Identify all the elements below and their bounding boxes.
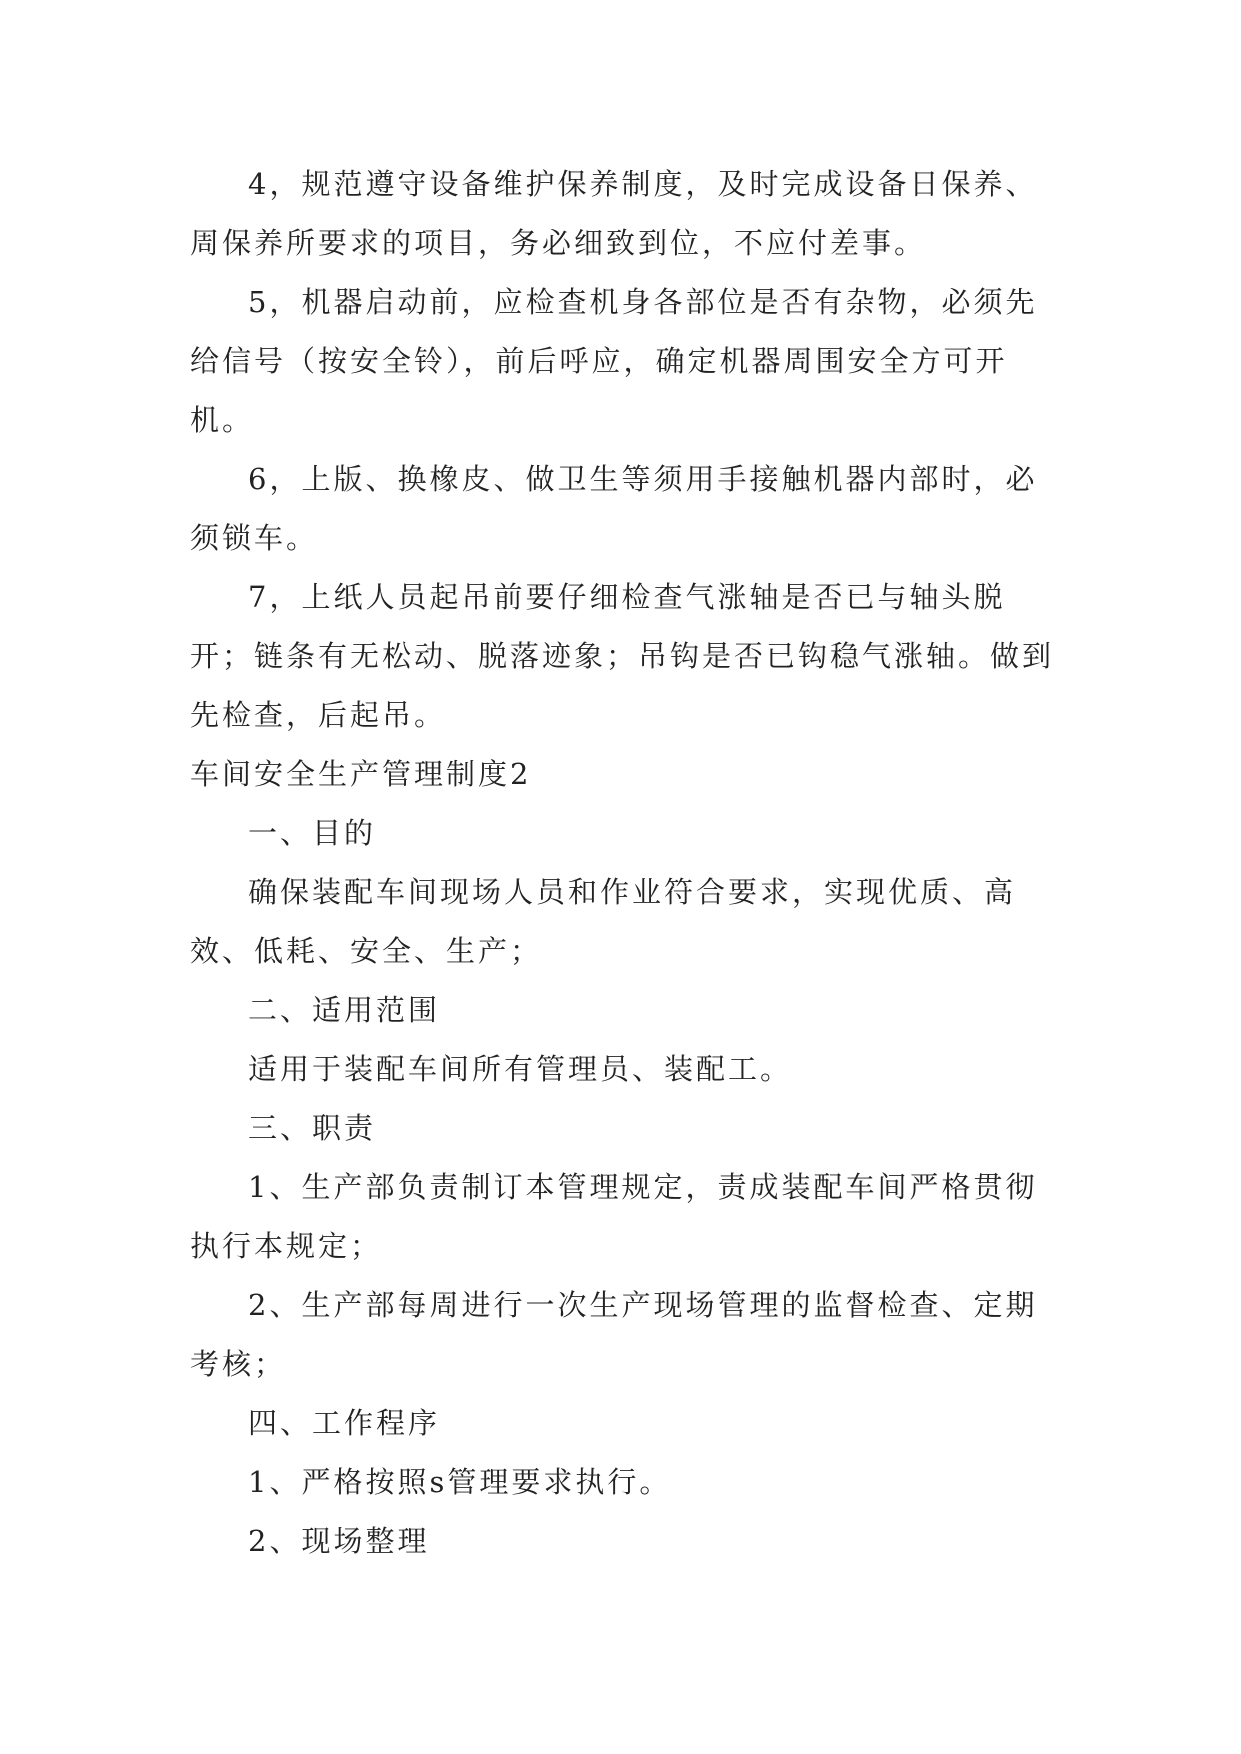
paragraph-procedure-1: 1、严格按照s管理要求执行。	[248, 1465, 672, 1499]
section-title: 车间安全生产管理制度2	[190, 757, 532, 791]
paragraph-rule-6: 6，上版、换橡皮、做卫生等须用手接触机器内部时，必须锁车。	[190, 462, 1038, 555]
document-body	[190, 155, 1060, 1571]
heading-procedure: 四、工作程序	[248, 1406, 441, 1440]
heading-scope: 二、适用范围	[248, 993, 441, 1027]
heading-purpose: 一、目的	[248, 816, 377, 850]
paragraph-rule-4: 4，规范遵守设备维护保养制度，及时完成设备日保养、周保养所要求的项目，务必细致到位，不应付差事。	[190, 167, 1038, 260]
paragraph-procedure-2: 2、现场整理	[248, 1524, 430, 1558]
paragraph-scope: 适用于装配车间所有管理员、装配工。	[248, 1052, 793, 1086]
paragraph-responsibility-2: 2、生产部每周进行一次生产现场管理的监督检查、定期考核；	[190, 1288, 1038, 1381]
paragraph-responsibility-1: 1、生产部负责制订本管理规定，责成装配车间严格贯彻执行本规定；	[190, 1170, 1038, 1263]
paragraph-rule-7: 7，上纸人员起吊前要仔细检查气涨轴是否已与轴头脱开；链条有无松动、脱落迹象；吊钩是否已钩稳气涨轴。做到先检查，后起吊。	[190, 580, 1055, 732]
paragraph-purpose: 确保装配车间现场人员和作业符合要求，实现优质、高效、低耗、安全、生产；	[190, 875, 1017, 968]
heading-responsibilities: 三、职责	[248, 1111, 377, 1145]
paragraph-rule-5: 5，机器启动前，应检查机身各部位是否有杂物，必须先给信号（按安全铃），前后呼应，确定机器周围安全方可开机。	[190, 285, 1038, 437]
